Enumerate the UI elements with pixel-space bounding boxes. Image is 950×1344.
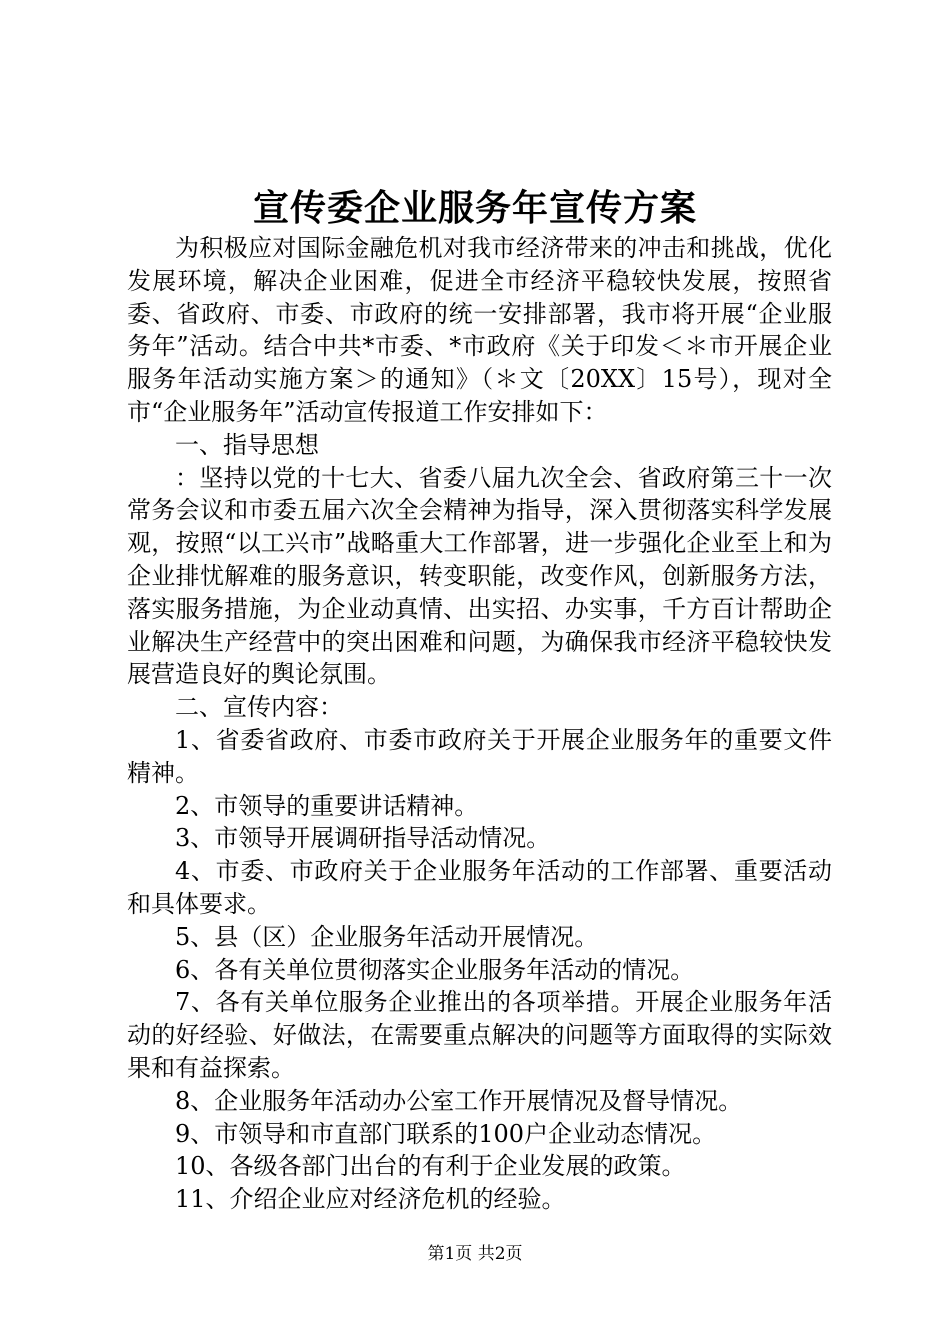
list-item: 6、各有关单位贯彻落实企业服务年活动的情况。: [175, 955, 695, 984]
section-heading-guiding-ideology: 一、指导思想: [175, 430, 319, 459]
document-title: 宣传委企业服务年宣传方案: [252, 187, 697, 229]
page-number-footer: 第1页 共2页: [427, 1244, 523, 1264]
intro-paragraph: 为积极应对国际金融危机对我市经济带来的冲击和挑战，优化发展环境，解决企业困难，促进全市经济平稳较快发展，按照省委、省政府、市委、市政府的统一安排部署，我市将开展“企业服务年”活动。结合中共*市委、*市政府《关于印发＜＊市开展企业服务年活动实施方案＞的通知》（＊文〔20XX〕15号），现对全市“企业服务年”活动宣传报道工作安排如下：: [127, 234, 832, 426]
list-item: 5、县（区）企业服务年活动开展情况。: [175, 922, 599, 951]
list-item: 4、市委、市政府关于企业服务年活动的工作部署、重要活动和具体要求。: [127, 857, 832, 918]
section-heading-publicity-content: 二、宣传内容：: [175, 693, 343, 722]
guiding-ideology-paragraph: ：坚持以党的十七大、省委八届九次全会、省政府第三十一次常务会议和市委五届六次全会精神为指导，深入贯彻落实科学发展观，按照“以工兴市”战略重大工作部署，进一步强化企业至上和为企业排忧解难的服务意识，转变职能，改变作风，创新服务方法，落实服务措施，为企业动真情、出实招、办实事，千方百计帮助企业解决生产经营中的突出困难和问题，为确保我市经济平稳较快发展营造良好的舆论氛围。: [127, 463, 832, 689]
list-item: 10、各级各部门出台的有利于企业发展的政策。: [175, 1152, 686, 1181]
list-item: 2、市领导的重要讲话精神。: [175, 791, 479, 820]
list-item: 8、企业服务年活动办公室工作开展情况及督导情况。: [175, 1086, 743, 1115]
list-item: 11、介绍企业应对经济危机的经验。: [175, 1185, 566, 1214]
list-item: 3、市领导开展调研指导活动情况。: [175, 824, 551, 853]
list-item: 9、市领导和市直部门联系的100户企业动态情况。: [175, 1119, 717, 1148]
list-item: 1、省委省政府、市委市政府关于开展企业服务年的重要文件精神。: [127, 725, 832, 787]
list-item: 7、各有关单位服务企业推出的各项举措。开展企业服务年活动的好经验、好做法，在需要重点解决的问题等方面取得的实际效果和有益探索。: [127, 988, 832, 1082]
document-body: [127, 232, 832, 1216]
